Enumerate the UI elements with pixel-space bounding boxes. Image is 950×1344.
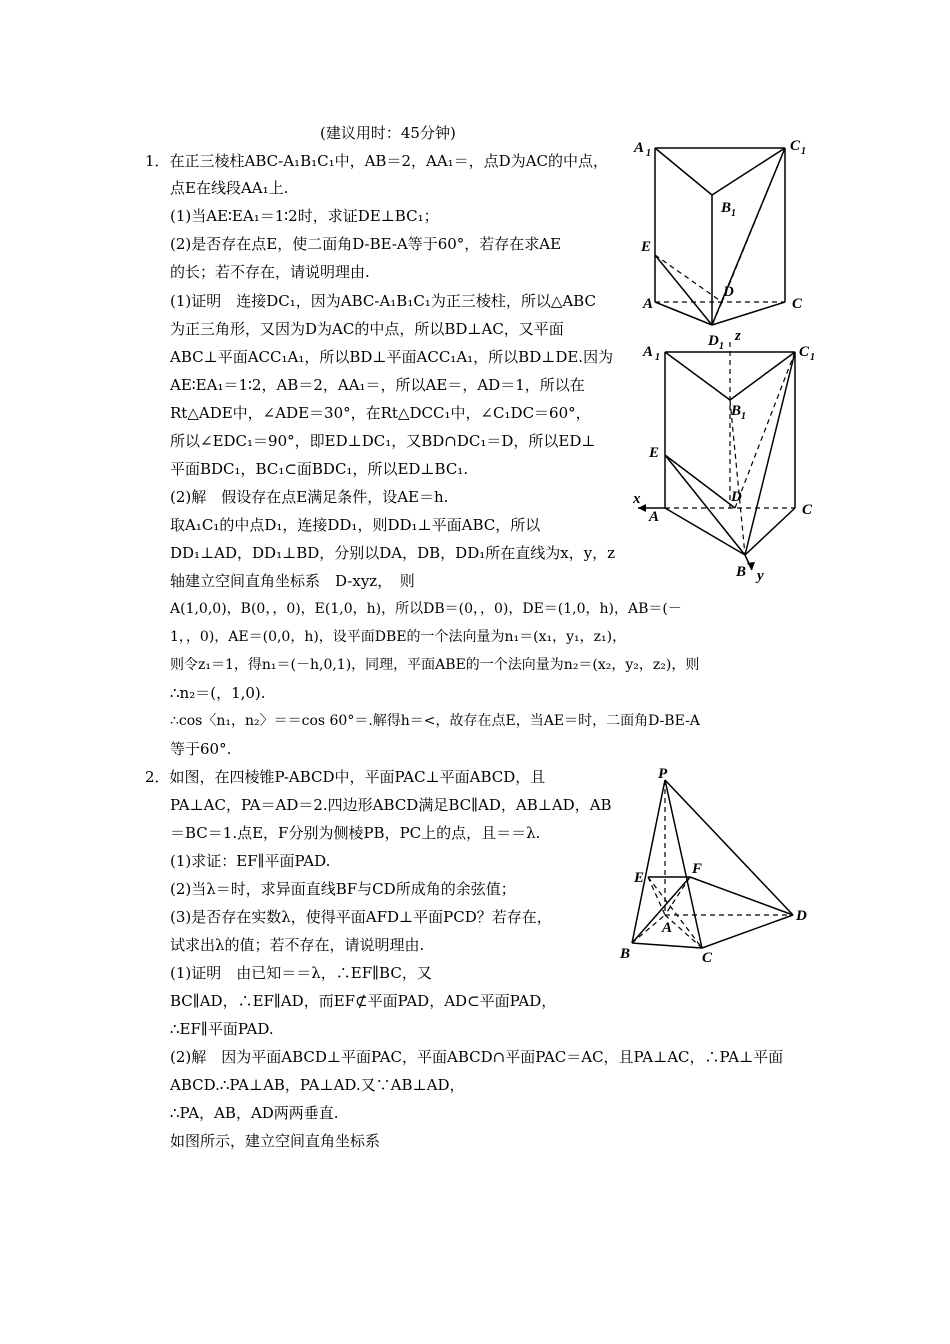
fig1-label-b1: B — [721, 200, 732, 216]
q1-solution-line: ABC⊥平面ACC₁A₁，所以BD⊥平面ACC₁A₁，所以BD⊥DE.因为 — [170, 348, 614, 366]
fig2-label-c1: C — [799, 344, 810, 360]
q2-solution-line: ∴EF∥平面PAD. — [170, 1020, 274, 1038]
q2-line: (3)是否存在实数λ，使得平面AFD⊥平面PCD？若存在， — [170, 908, 552, 926]
fig1-label-c1: C — [790, 138, 801, 154]
q2-solution-line: 如图所示，建立空间直角坐标系 — [170, 1132, 381, 1150]
q2-solution-line: ABCD.∴PA⊥AB，PA⊥AD.又∵AB⊥AD， — [170, 1076, 465, 1094]
fig2-label-b1: B — [731, 403, 742, 419]
fig3-label-d: D — [796, 908, 807, 924]
fig1-label-d: D — [723, 284, 734, 300]
fig1-label-c: C — [792, 296, 803, 312]
fig2-label-y: y — [757, 568, 764, 584]
q1-solution-line: ∴n₂＝(，1,0). — [170, 684, 266, 702]
fig2-label-a: A — [649, 509, 660, 525]
q2-line: PA⊥AC，PA＝AD＝2.四边形ABCD满足BC∥AD，AB⊥AD，AB — [170, 796, 612, 814]
q1-solution-line: 等于60°. — [170, 740, 232, 758]
q2-line: 2．如图，在四棱锥P-ABCD中，平面PAC⊥平面ABCD，且 — [145, 768, 546, 786]
q1-solution-line: (1)证明 连接DC₁，因为ABC-A₁B₁C₁为正三棱柱，所以△ABC — [170, 292, 596, 310]
svg-text:1: 1 — [646, 148, 651, 159]
q1-line: (2)是否存在点E，使二面角D-BE-A等于60°，若存在求AE — [170, 235, 562, 253]
figure-pyramid — [612, 762, 817, 962]
q1-line: 的长；若不存在，请说明理由. — [170, 263, 370, 281]
q1-solution-line: AE∶EA₁＝1∶2，AB＝2，AA₁＝，所以AE＝，AD＝1，所以在 — [170, 376, 585, 394]
svg-text:1: 1 — [655, 352, 660, 363]
fig1-label-e: E — [641, 239, 652, 255]
fig1-label-a: A — [643, 296, 654, 312]
q1-solution-line: 所以∠EDC₁＝90°，即ED⊥DC₁，又BD∩DC₁＝D，所以ED⊥ — [170, 432, 596, 450]
q1-solution-line: ∴cos〈n₁，n₂〉＝＝cos 60°＝.解得h＝<，故存在点E，当AE＝时，二面角D-BE-A — [170, 713, 700, 729]
svg-text:1: 1 — [741, 411, 746, 422]
fig3-label-b: B — [620, 946, 631, 962]
q2-line: (1)求证：EF∥平面PAD. — [170, 852, 331, 870]
fig3-label-p: P — [658, 766, 668, 782]
figure-prism-coordinates — [625, 328, 825, 585]
fig2-label-d1: D — [708, 333, 719, 349]
fig2-label-a1: A — [643, 344, 654, 360]
svg-text:1: 1 — [719, 341, 724, 352]
fig2-label-x: x — [633, 491, 641, 507]
figure-prism — [620, 130, 820, 340]
q2-line: 试求出λ的值；若不存在，请说明理由. — [170, 936, 425, 954]
q1-line: 点E在线段AA₁上. — [170, 179, 289, 197]
q2-line: ＝BC＝1.点E，F分别为侧棱PB，PC上的点，且＝＝λ. — [170, 824, 541, 842]
q1-line: 1．在正三棱柱ABC-A₁B₁C₁中，AB＝2，AA₁＝，点D为AC的中点， — [145, 152, 609, 170]
fig3-label-e: E — [634, 870, 645, 886]
fig2-label-c: C — [802, 502, 813, 518]
q2-solution-line: BC∥AD，∴EF∥AD，而EF⊄平面PAD，AD⊂平面PAD， — [170, 992, 557, 1010]
fig3-label-c: C — [702, 950, 713, 962]
header-time-note: (建议用时：45分钟) — [320, 124, 456, 142]
q1-solution-line: 取A₁C₁的中点D₁，连接DD₁，则DD₁⊥平面ABC，所以 — [170, 516, 541, 534]
fig3-label-f: F — [692, 861, 703, 877]
fig2-label-z: z — [735, 328, 741, 344]
q2-line: (2)当λ＝时，求异面直线BF与CD所成角的余弦值； — [170, 880, 516, 898]
svg-text:1: 1 — [810, 352, 815, 363]
fig3-label-a: A — [662, 920, 673, 936]
q2-solution-line: (2)解 因为平面ABCD⊥平面PAC，平面ABCD∩平面PAC＝AC，且PA⊥AC，∴PA⊥平面 — [170, 1048, 784, 1066]
q1-line: (1)当AE∶EA₁＝1∶2时，求证DE⊥BC₁； — [170, 207, 439, 225]
q1-solution-line: 平面BDC₁，BC₁⊂面BDC₁，所以ED⊥BC₁. — [170, 460, 469, 478]
q1-solution-line: 1，，0)，AE＝(0,0，h)，设平面DBE的一个法向量为n₁＝(x₁，y₁，z₁)， — [170, 629, 627, 645]
q1-solution-line: A(1,0,0)，B(0，，0)，E(1,0，h)，所以DB＝(0，，0)，DE＝(1,0，h)，AB＝(－ — [170, 601, 682, 617]
svg-text:1: 1 — [801, 146, 806, 157]
fig1-label-a1: A — [634, 140, 645, 156]
q1-solution-line: 为正三角形，又因为D为AC的中点，所以BD⊥AC，又平面 — [170, 320, 564, 338]
q1-solution-line: 轴建立空间直角坐标系 D-xyz， 则 — [170, 572, 415, 590]
q2-solution-line: ∴PA，AB，AD两两垂直. — [170, 1104, 339, 1122]
fig2-label-e: E — [649, 445, 660, 461]
fig2-label-d: D — [731, 489, 742, 505]
q1-solution-line: (2)解 假设存在点E满足条件，设AE＝h. — [170, 488, 449, 506]
q1-solution-line: DD₁⊥AD，DD₁⊥BD，分别以DA，DB，DD₁所在直线为x，y，z — [170, 544, 616, 562]
q1-solution-line: Rt△ADE中，∠ADE＝30°，在Rt△DCC₁中，∠C₁DC＝60°， — [170, 404, 591, 422]
q1-solution-line: 则令z₁＝1，得n₁＝(－h,0,1)，同理，平面ABE的一个法向量为n₂＝(x₂，y₂，z₂)，则 — [170, 657, 700, 673]
svg-text:1: 1 — [731, 208, 736, 219]
q2-solution-line: (1)证明 由已知＝＝λ，∴EF∥BC，又 — [170, 964, 432, 982]
fig2-label-b: B — [736, 564, 747, 580]
